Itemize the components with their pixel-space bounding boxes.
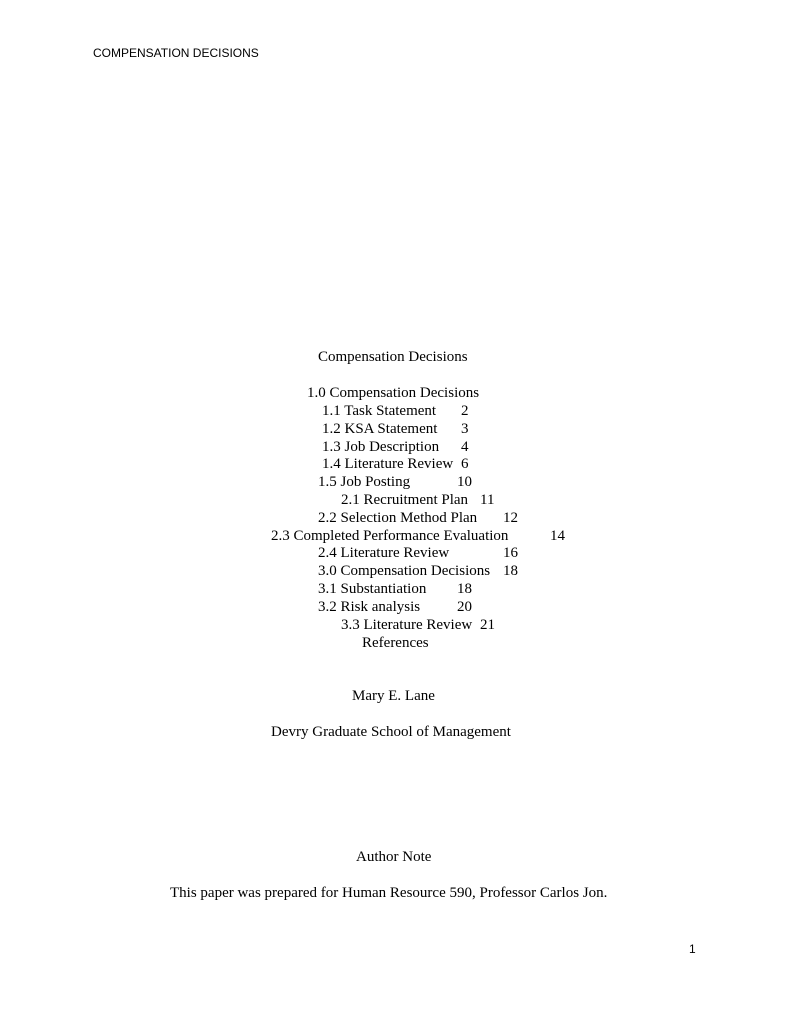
toc-entry: 3.2 Risk analysis — [318, 599, 421, 615]
toc-entry: 3.3 Literature Review — [341, 617, 473, 633]
toc-entry: 3.1 Substantiation — [318, 581, 427, 597]
toc-page-number: 18 — [503, 563, 518, 579]
toc-page-number: 10 — [457, 474, 472, 490]
toc-page-number: 16 — [503, 545, 518, 561]
toc-page-number: 2 — [461, 403, 469, 419]
institution: Devry Graduate School of Management — [271, 724, 511, 740]
toc-entry: 1.2 KSA Statement — [322, 421, 438, 437]
paper-title: Compensation Decisions — [318, 349, 468, 365]
toc-entry: 1.3 Job Description — [322, 439, 440, 455]
toc-page-number: 21 — [480, 617, 495, 633]
toc-page-number: 20 — [457, 599, 472, 615]
toc-entry: 2.4 Literature Review — [318, 545, 450, 561]
toc-page-number: 6 — [461, 456, 469, 472]
toc-page-number: 12 — [503, 510, 518, 526]
running-head: COMPENSATION DECISIONS — [93, 46, 259, 60]
toc-page-number: 11 — [480, 492, 495, 508]
toc-entry: 2.3 Completed Performance Evaluation — [271, 528, 509, 544]
page-number: 1 — [689, 942, 696, 956]
toc-page-number: 14 — [550, 528, 565, 544]
toc-entry: 3.0 Compensation Decisions — [318, 563, 491, 579]
toc-entry: 1.1 Task Statement — [322, 403, 437, 419]
toc-entry: 2.2 Selection Method Plan — [318, 510, 478, 526]
author-note-text: This paper was prepared for Human Resource 590, Professor Carlos Jon. — [170, 885, 608, 901]
toc-page-number: 4 — [461, 439, 469, 455]
toc-entry: References — [362, 635, 429, 651]
toc-entry: 2.1 Recruitment Plan — [341, 492, 469, 508]
toc-entry: 1.5 Job Posting — [318, 474, 411, 490]
toc-entry: 1.0 Compensation Decisions — [307, 385, 480, 401]
toc-page-number: 18 — [457, 581, 472, 597]
toc-entry: 1.4 Literature Review — [322, 456, 454, 472]
author-name: Mary E. Lane — [352, 688, 435, 704]
toc-page-number: 3 — [461, 421, 469, 437]
author-note-heading: Author Note — [356, 849, 432, 865]
